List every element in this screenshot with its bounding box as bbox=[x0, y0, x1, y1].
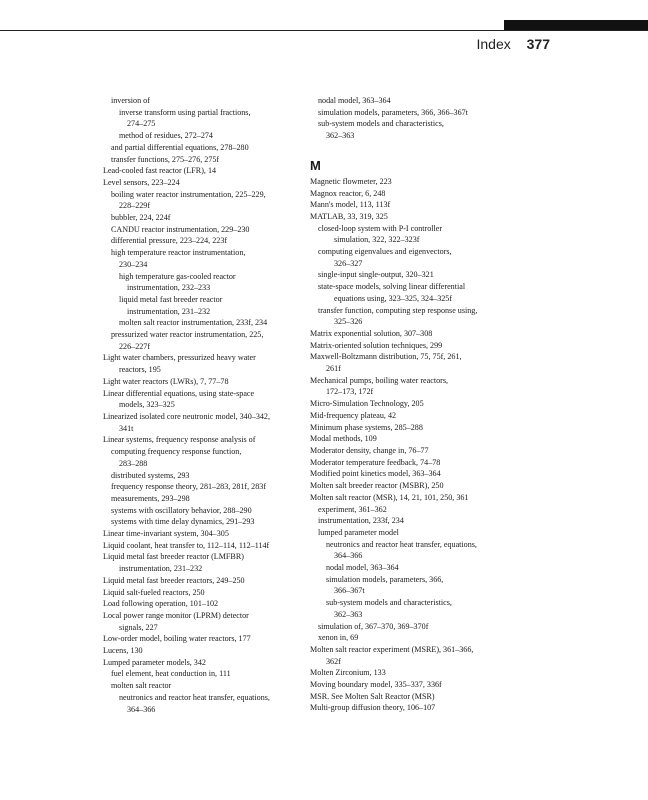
index-entry: Magnetic flowmeter, 223 bbox=[310, 176, 392, 186]
index-entry: Linear differential equations, using state-space bbox=[103, 388, 255, 398]
index-entry: 172–173, 172f bbox=[326, 387, 374, 397]
index-entry: single-input single-output, 320–321 bbox=[318, 270, 434, 280]
index-entry: 341t bbox=[119, 423, 134, 433]
index-entry: distributed systems, 293 bbox=[111, 470, 190, 480]
index-entry: neutronics and reactor heat transfer, equations, bbox=[326, 539, 477, 549]
index-entry: 362–363 bbox=[334, 609, 363, 619]
index-entry: sub-system models and characteristics, bbox=[318, 119, 444, 129]
index-entry: Load following operation, 101–102 bbox=[103, 599, 219, 609]
index-entry: Minimum phase systems, 285–288 bbox=[310, 422, 423, 432]
index-entry: Magnox reactor, 6, 248 bbox=[310, 188, 386, 198]
index-entry: Molten salt reactor (MSR), 14, 21, 101, 250, 361 bbox=[310, 492, 469, 502]
index-entry: Liquid metal fast breeder reactors, 249–250 bbox=[103, 575, 245, 585]
index-entry: Molten salt reactor experiment (MSRE), 361–366, bbox=[310, 644, 474, 654]
index-entry: nodal model, 363–364 bbox=[318, 96, 391, 105]
index-entry: Liquid metal fast breeder reactor (LMFBR) bbox=[103, 552, 244, 562]
index-entry: CANDU reactor instrumentation, 229–230 bbox=[111, 224, 250, 234]
index-entry: transfer function, computing step response using, bbox=[318, 305, 478, 315]
index-column-right bbox=[310, 95, 515, 714]
index-entry: Modified point kinetics model, 363–364 bbox=[310, 469, 441, 479]
index-entry: molten salt reactor bbox=[111, 681, 172, 691]
index-entry: 228–229f bbox=[119, 201, 151, 211]
index-entry: Maxwell-Boltzmann distribution, 75, 75f, 261, bbox=[310, 352, 462, 362]
index-entry: Moderator temperature feedback, 74–78 bbox=[310, 457, 441, 467]
index-entry: nodal model, 363–364 bbox=[326, 563, 399, 573]
index-entry: differential pressure, 223–224, 223f bbox=[111, 236, 228, 246]
index-entry: 362f bbox=[326, 656, 341, 666]
index-entry: Liquid coolant, heat transfer to, 112–114, 112–114f bbox=[103, 540, 270, 550]
index-entry: Moving boundary model, 335–337, 336f bbox=[310, 680, 442, 690]
index-entry: experiment, 361–362 bbox=[318, 504, 387, 514]
index-entry: Low-order model, boiling water reactors, 177 bbox=[103, 634, 251, 644]
index-entry: and partial differential equations, 278–280 bbox=[111, 142, 249, 152]
index-entry: 364–366 bbox=[127, 704, 156, 714]
index-entry: inverse transform using partial fractions, bbox=[119, 107, 251, 117]
index-entry: lumped parameter model bbox=[318, 527, 399, 537]
index-entry: Moderator density, change in, 76–77 bbox=[310, 445, 429, 455]
index-entry: Molten Zirconium, 133 bbox=[310, 668, 386, 678]
index-entry: bubbler, 224, 224f bbox=[111, 213, 171, 223]
running-head bbox=[477, 36, 551, 52]
index-entry: neutronics and reactor heat transfer, equations, bbox=[119, 692, 270, 702]
section-letter: M bbox=[310, 157, 321, 173]
index-entry: fuel element, heat conduction in, 111 bbox=[111, 669, 231, 679]
index-entry: Level sensors, 223–224 bbox=[103, 177, 180, 187]
index-entry: simulation models, parameters, 366, 366–367t bbox=[318, 107, 468, 117]
index-continuation bbox=[310, 95, 515, 142]
index-entry: simulation, 322, 322–323f bbox=[334, 235, 420, 245]
index-entry: inversion of bbox=[111, 96, 150, 105]
index-entry: measurements, 293–298 bbox=[111, 493, 190, 503]
index-entry: boiling water reactor instrumentation, 225–229, bbox=[111, 189, 266, 199]
index-entry: molten salt reactor instrumentation, 233f, 234 bbox=[119, 318, 268, 328]
index-entry: method of residues, 272–274 bbox=[119, 131, 213, 141]
index-entry: Modal methods, 109 bbox=[310, 434, 377, 444]
index-section-m bbox=[310, 176, 515, 714]
index-entry: transfer functions, 275–276, 275f bbox=[111, 154, 220, 164]
index-entry: Light water chambers, pressurized heavy water bbox=[103, 353, 256, 363]
index-entry: 326–327 bbox=[334, 258, 363, 268]
index-entry: Local power range monitor (LPRM) detector bbox=[103, 610, 249, 620]
header-rule bbox=[0, 30, 648, 31]
index-entry: 364–366 bbox=[334, 551, 363, 561]
header-bar bbox=[504, 20, 648, 30]
index-entry: 283–288 bbox=[119, 458, 148, 468]
index-entry: Mechanical pumps, boiling water reactors, bbox=[310, 375, 448, 385]
index-entry: MSR. See Molten Salt Reactor (MSR) bbox=[310, 691, 435, 701]
index-entry: simulation models, parameters, 366, bbox=[326, 574, 444, 584]
index-entry: Linear time-invariant system, 304–305 bbox=[103, 529, 229, 539]
index-entry: Matrix-oriented solution techniques, 299 bbox=[310, 340, 443, 350]
index-entry: Molten salt breeder reactor (MSBR), 250 bbox=[310, 481, 444, 491]
index-entry: signals, 227 bbox=[119, 622, 158, 632]
index-entry: systems with time delay dynamics, 291–293 bbox=[111, 517, 255, 527]
index-entry: instrumentation, 233f, 234 bbox=[318, 516, 404, 526]
index-entry: Lead-cooled fast reactor (LFR), 14 bbox=[103, 166, 217, 176]
index-entry: 230–234 bbox=[119, 259, 148, 269]
running-head-label: Index bbox=[476, 36, 511, 52]
index-entry: 274–275 bbox=[127, 119, 156, 129]
index-entry: Liquid salt-fueled reactors, 250 bbox=[103, 587, 205, 597]
index-entry: Linearized isolated core neutronic model, 340–342, bbox=[103, 411, 270, 421]
index-entry: state-space models, solving linear differential bbox=[318, 282, 466, 292]
page-number: 377 bbox=[526, 36, 550, 52]
index-entry: 261f bbox=[326, 364, 341, 374]
index-entry: instrumentation, 232–233 bbox=[127, 283, 211, 293]
index-entry: equations using, 323–325, 324–325f bbox=[334, 293, 453, 303]
index-entry: instrumentation, 231–232 bbox=[127, 306, 211, 316]
index-entry: computing frequency response function, bbox=[111, 447, 242, 457]
index-entry: Micro-Simulation Technology, 205 bbox=[310, 399, 424, 409]
index-entry: 226–227f bbox=[119, 341, 151, 351]
index-entry: Matrix exponential solution, 307–308 bbox=[310, 328, 433, 338]
index-entry: Lucens, 130 bbox=[103, 646, 143, 656]
index-entry: Light water reactors (LWRs), 7, 77–78 bbox=[103, 376, 229, 386]
index-entry: simulation of, 367–370, 369–370f bbox=[318, 621, 429, 631]
index-entry: frequency response theory, 281–283, 281f, 283f bbox=[111, 482, 267, 492]
index-entry: Mann's model, 113, 113f bbox=[310, 200, 391, 210]
index-entry: computing eigenvalues and eigenvectors, bbox=[318, 247, 452, 257]
index-column-left bbox=[103, 95, 303, 715]
index-entry: closed-loop system with P-I controller bbox=[318, 223, 443, 233]
index-entry: Linear systems, frequency response analysis of bbox=[103, 435, 256, 445]
index-entry: high temperature reactor instrumentation, bbox=[111, 248, 246, 258]
index-entry: Multi-group diffusion theory, 106–107 bbox=[310, 703, 436, 713]
index-entry: high temperature gas-cooled reactor bbox=[119, 271, 236, 281]
index-entry: systems with oscillatory behavior, 288–290 bbox=[111, 505, 252, 515]
index-entry: xenon in, 69 bbox=[318, 633, 359, 643]
index-entry: pressurized water reactor instrumentation, 225, bbox=[111, 330, 264, 340]
index-entry: Lumped parameter models, 342 bbox=[103, 657, 206, 667]
index-entry: models, 323–325 bbox=[119, 400, 175, 410]
index-entry: 366–367t bbox=[334, 586, 365, 596]
index-entry: instrumentation, 231–232 bbox=[119, 564, 203, 574]
index-entry: sub-system models and characteristics, bbox=[326, 598, 452, 608]
index-entry: Mid-frequency plateau, 42 bbox=[310, 410, 397, 420]
index-entry: 325–326 bbox=[334, 317, 363, 327]
index-entry: MATLAB, 33, 319, 325 bbox=[310, 211, 388, 221]
index-entry: 362–363 bbox=[326, 131, 355, 141]
index-entry: liquid metal fast breeder reactor bbox=[119, 294, 223, 304]
index-entry: reactors, 195 bbox=[119, 365, 161, 375]
